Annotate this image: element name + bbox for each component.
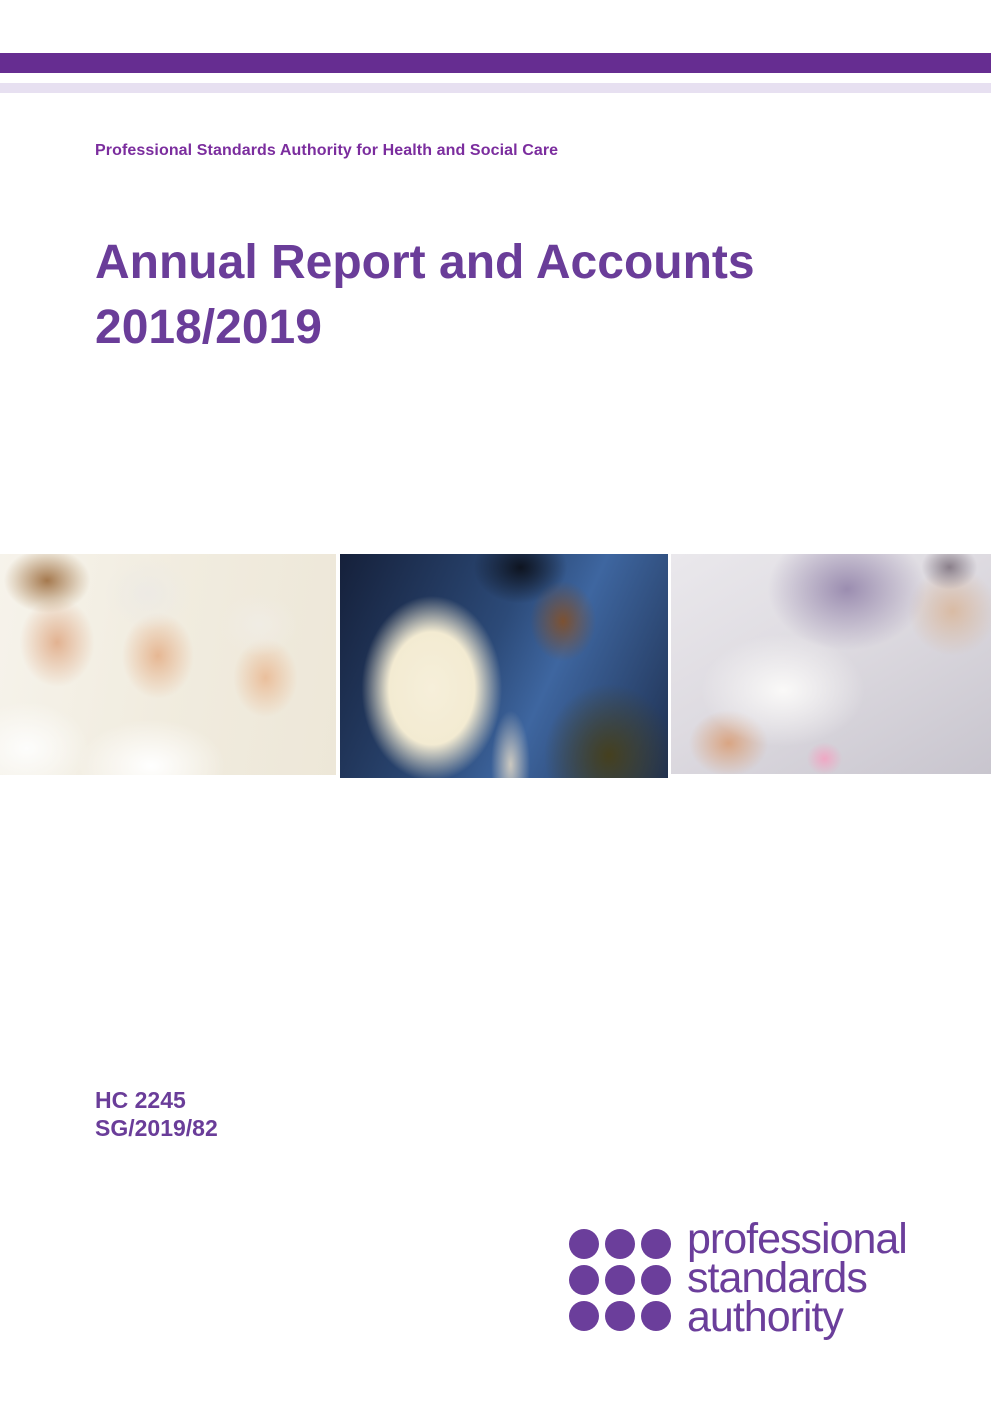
hc-reference-number: HC 2245 [95,1087,186,1113]
logo-word-standards: standards [687,1254,867,1302]
logo-dot [641,1229,671,1259]
psa-logo [569,1215,907,1341]
logo-word-professional: professional [687,1215,907,1263]
report-title-line2: 2018/2019 [95,301,322,354]
psa-dots-grid-icon [569,1229,671,1331]
photo-hijab-woman-and-man-with-phone [340,554,668,778]
logo-dot [641,1301,671,1331]
sg-reference-number: SG/2019/82 [95,1115,218,1141]
publication-references [95,1086,218,1142]
top-lavender-band [0,83,991,93]
photo-elderly-women [0,554,336,775]
logo-dot [605,1229,635,1259]
report-title [95,230,755,360]
psa-logo-wordmark [687,1215,907,1341]
logo-word-authority: authority [687,1293,843,1341]
photo-strip [0,554,991,778]
logo-dot [641,1265,671,1295]
organisation-name: Professional Standards Authority for Health and Social Care [95,142,559,159]
report-title-line1: Annual Report and Accounts [95,236,755,289]
top-purple-band [0,53,991,73]
logo-dot [605,1265,635,1295]
logo-dot [569,1301,599,1331]
photo-newborn-baby-cot [671,554,991,774]
logo-dot [569,1229,599,1259]
logo-dot [605,1301,635,1331]
logo-dot [569,1265,599,1295]
